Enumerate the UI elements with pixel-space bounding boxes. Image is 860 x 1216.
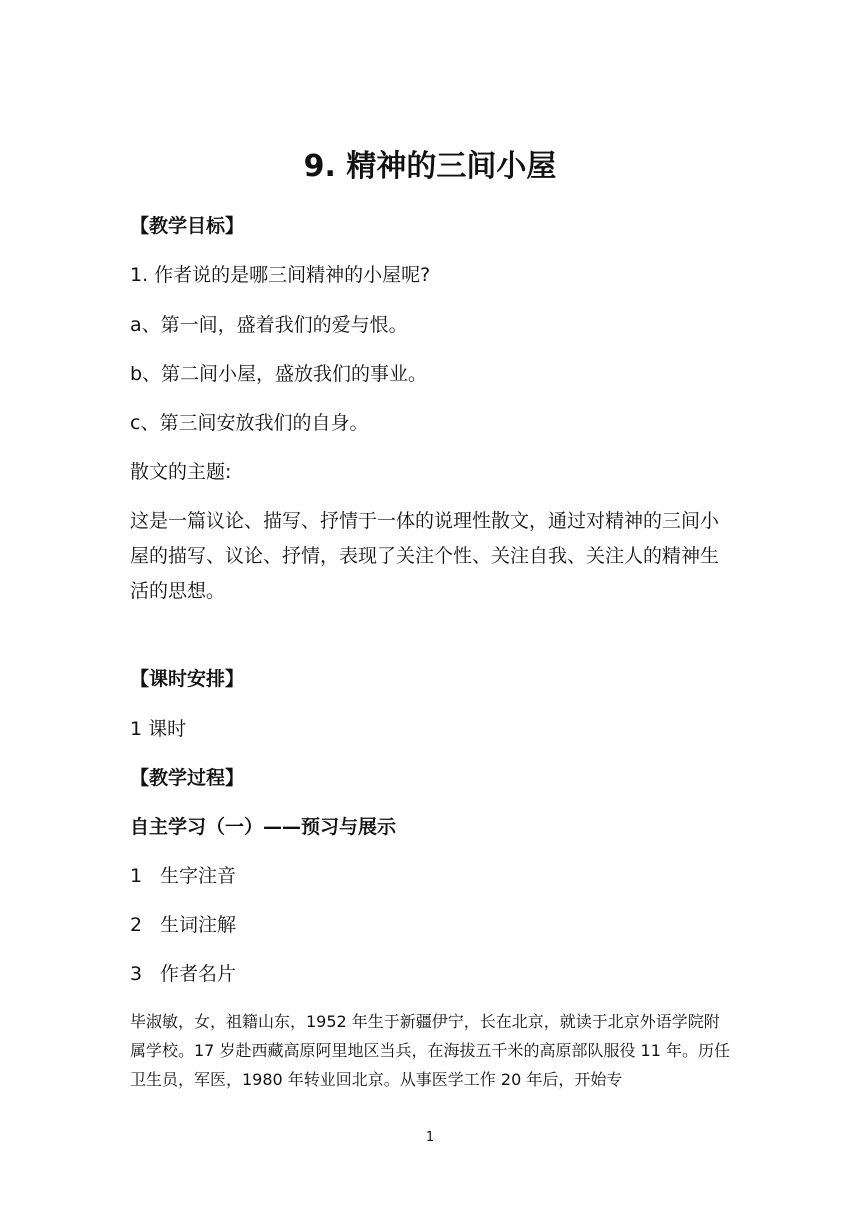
step-label: 作者名片 bbox=[160, 963, 237, 985]
step-number: 1 bbox=[130, 865, 143, 887]
theme-paragraph: 这是一篇议论、描写、抒情于一体的说理性散文，通过对精神的三间小屋的描写、议论、抒情，表现了关注个性、关注自我、关注人的精神生活的思想。 bbox=[130, 510, 720, 602]
step-item bbox=[130, 910, 236, 940]
item-a: a、第一间，盛着我们的爱与恨。 bbox=[130, 314, 408, 336]
page-number: 1 bbox=[425, 1130, 435, 1145]
self-study-heading: 自主学习（一）——预习与展示 bbox=[130, 816, 397, 838]
schedule-heading: 【课时安排】 bbox=[130, 668, 245, 690]
author-bio-paragraph: 毕淑敏，女，祖籍山东，1952 年生于新疆伊宁，长在北京，就读于北京外语学院附属学校。17 岁赴西藏高原阿里地区当兵，在海拔五千米的高原部队服役 11 年。历任卫生员，军医，1980 年转业回北京。从事医学工作 20 年后，开始专 bbox=[130, 1012, 730, 1089]
item-b: b、第二间小屋，盛放我们的事业。 bbox=[130, 363, 428, 385]
step-label: 生词注解 bbox=[160, 914, 237, 936]
document-title: 9. 精神的三间小屋 bbox=[303, 149, 557, 184]
step-item bbox=[130, 861, 236, 891]
process-heading: 【教学过程】 bbox=[130, 767, 245, 789]
step-item bbox=[130, 959, 236, 989]
question-1: 1. 作者说的是哪三间精神的小屋呢? bbox=[130, 264, 431, 286]
item-c: c、第三间安放我们的自身。 bbox=[130, 412, 369, 434]
schedule-value: 1 课时 bbox=[130, 718, 187, 740]
step-number: 2 bbox=[130, 914, 143, 936]
theme-label: 散文的主题: bbox=[130, 461, 232, 483]
goals-heading: 【教学目标】 bbox=[130, 215, 245, 237]
step-number: 3 bbox=[130, 963, 143, 985]
step-label: 生字注音 bbox=[160, 865, 237, 887]
